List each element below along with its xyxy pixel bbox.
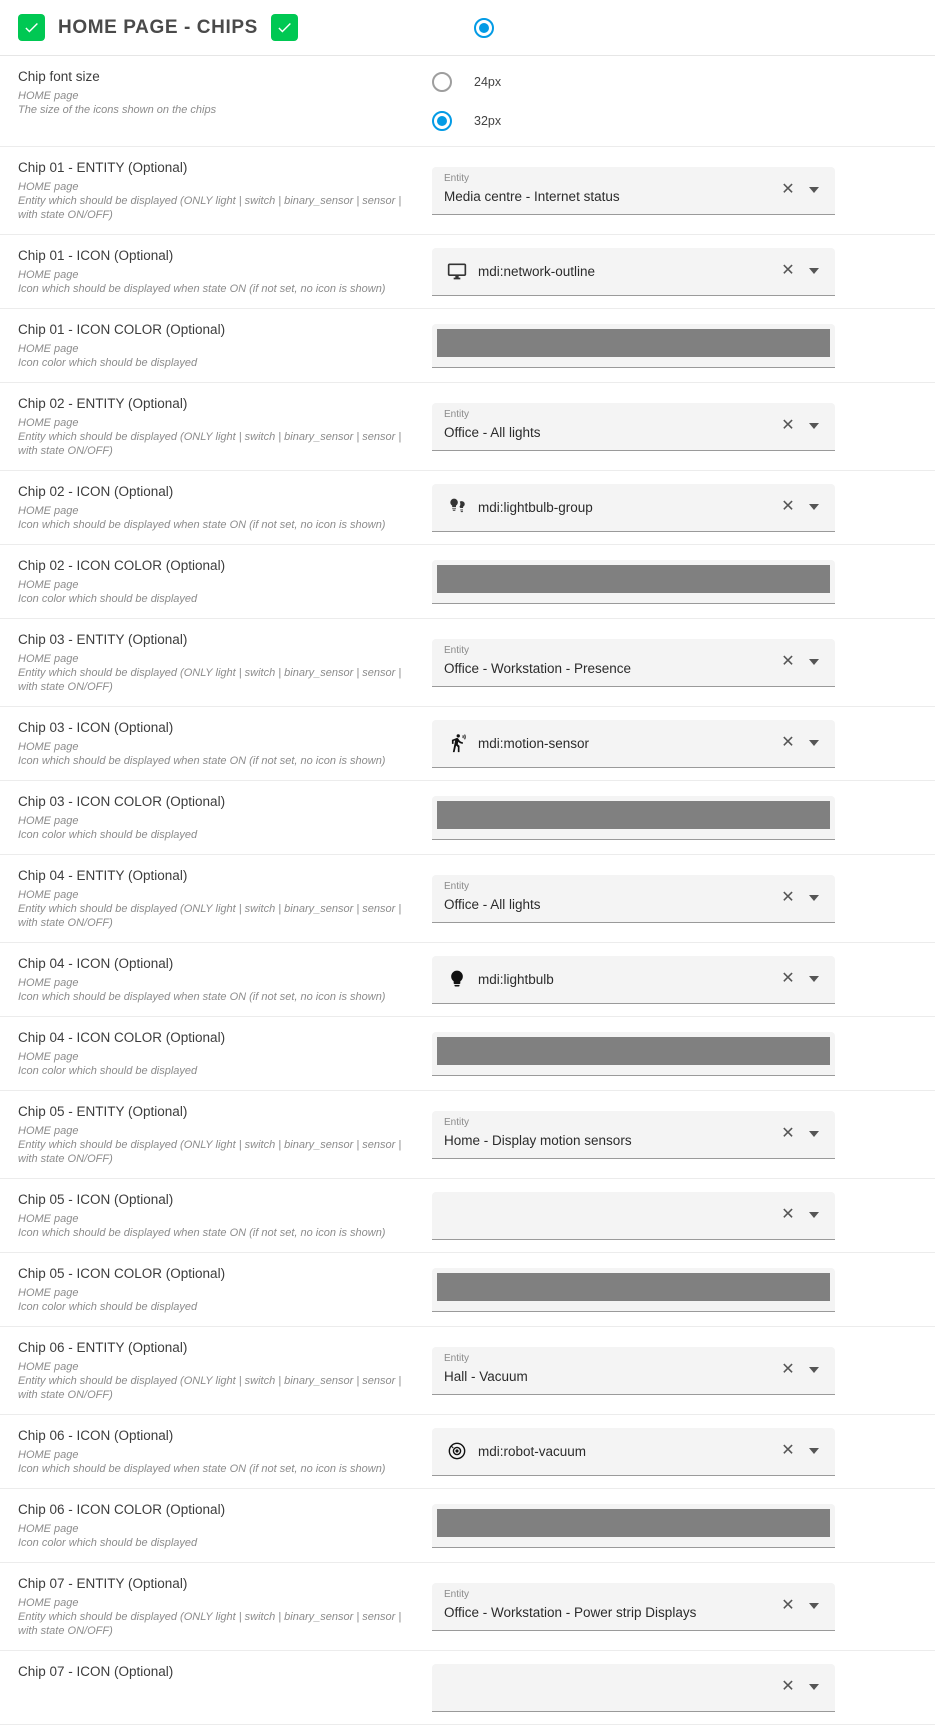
setting-page: HOME page xyxy=(18,1361,79,1373)
setting-label-block xyxy=(0,471,432,544)
field-body xyxy=(444,497,767,517)
setting-label-block xyxy=(0,56,432,129)
chevron-down-icon[interactable] xyxy=(801,258,827,284)
chevron-down-icon[interactable] xyxy=(801,1674,827,1700)
setting-description: Entity which should be displayed (ONLY light | switch | binary_sensor | sensor | with state ON/OFF) xyxy=(18,1611,402,1637)
setting-title: Chip 02 - ENTITY (Optional) xyxy=(18,396,188,411)
icon-picker[interactable] xyxy=(432,1192,835,1240)
setting-title: Chip 06 - ICON COLOR (Optional) xyxy=(18,1502,226,1517)
lightbulb-icon xyxy=(444,969,470,989)
icon-picker[interactable] xyxy=(432,1428,835,1476)
setting-control xyxy=(432,147,935,234)
setting-label-block xyxy=(0,147,432,234)
chevron-down-icon[interactable] xyxy=(801,1202,827,1228)
field-actions xyxy=(775,177,827,203)
field-actions xyxy=(775,1438,827,1464)
field-float-label: Entity xyxy=(444,880,470,892)
setting-label-block xyxy=(0,1415,432,1488)
clear-icon[interactable]: ✕ xyxy=(781,417,795,434)
field-actions xyxy=(775,1357,827,1383)
field-body xyxy=(444,1120,767,1148)
color-picker[interactable] xyxy=(432,1268,835,1312)
checkbox-right[interactable] xyxy=(271,14,298,41)
color-swatch[interactable] xyxy=(437,1509,830,1537)
setting-page: HOME page xyxy=(18,1597,79,1609)
setting-control xyxy=(432,1179,935,1252)
setting-title: Chip 03 - ICON (Optional) xyxy=(18,720,174,735)
field-value[interactable]: Office - All lights xyxy=(444,425,541,440)
setting-title: Chip 02 - ICON (Optional) xyxy=(18,484,174,499)
field-value[interactable]: Hall - Vacuum xyxy=(444,1369,528,1384)
setting-row xyxy=(0,1179,935,1253)
setting-page: HOME page xyxy=(18,505,79,517)
setting-description: Icon which should be displayed when state ON (if not set, no icon is shown) xyxy=(18,755,386,767)
setting-description: The size of the icons shown on the chips xyxy=(18,104,217,116)
setting-control xyxy=(432,855,935,942)
field-float-label: Entity xyxy=(444,644,470,656)
setting-description: Icon which should be displayed when state ON (if not set, no icon is shown) xyxy=(18,1463,386,1475)
field-value[interactable]: Office - Workstation - Power strip Displays xyxy=(444,1605,697,1620)
clear-icon[interactable]: ✕ xyxy=(781,1125,795,1142)
field-value[interactable]: Media centre - Internet status xyxy=(444,189,620,204)
chevron-down-icon[interactable] xyxy=(801,966,827,992)
field-float-label: Entity xyxy=(444,172,470,184)
check-icon xyxy=(276,19,293,36)
clear-icon[interactable]: ✕ xyxy=(781,970,795,987)
field-body xyxy=(444,1592,767,1620)
setting-title: Chip 06 - ICON (Optional) xyxy=(18,1428,174,1443)
chevron-down-icon[interactable] xyxy=(801,1121,827,1147)
color-picker[interactable] xyxy=(432,1032,835,1076)
setting-title: Chip 01 - ICON COLOR (Optional) xyxy=(18,322,226,337)
setting-row xyxy=(0,309,935,383)
setting-description: Entity which should be displayed (ONLY light | switch | binary_sensor | sensor | with state ON/OFF) xyxy=(18,1375,402,1401)
chevron-down-icon[interactable] xyxy=(801,494,827,520)
radio-label-32px: 32px xyxy=(474,113,502,128)
field-actions xyxy=(775,885,827,911)
setting-description: Icon color which should be displayed xyxy=(18,829,198,841)
setting-row-chip-font-size xyxy=(0,56,935,147)
clear-icon[interactable]: ✕ xyxy=(781,1206,795,1223)
setting-title: Chip 05 - ICON (Optional) xyxy=(18,1192,174,1207)
setting-row xyxy=(0,1651,935,1725)
setting-page: HOME page xyxy=(18,269,79,281)
field-value[interactable]: mdi:robot-vacuum xyxy=(478,1443,587,1459)
setting-control xyxy=(432,1651,935,1724)
setting-row xyxy=(0,943,935,1017)
setting-label-block xyxy=(0,943,432,1016)
chevron-down-icon[interactable] xyxy=(801,413,827,439)
setting-row xyxy=(0,707,935,781)
setting-description: Icon which should be displayed when state ON (if not set, no icon is shown) xyxy=(18,1227,386,1239)
setting-title: Chip 01 - ICON (Optional) xyxy=(18,248,174,263)
radio-24px[interactable] xyxy=(432,72,452,92)
chip-settings-list xyxy=(0,147,935,1725)
setting-row xyxy=(0,1415,935,1489)
field-value[interactable]: mdi:lightbulb xyxy=(478,971,554,987)
page-title: HOME PAGE - CHIPS xyxy=(58,16,258,38)
setting-row xyxy=(0,147,935,235)
setting-label-block xyxy=(0,309,432,382)
field-value[interactable]: Home - Display motion sensors xyxy=(444,1133,632,1148)
setting-description: Icon which should be displayed when state ON (if not set, no icon is shown) xyxy=(18,519,386,531)
setting-page: HOME page xyxy=(18,1287,79,1299)
chevron-down-icon[interactable] xyxy=(801,177,827,203)
lightbulb-group-icon xyxy=(444,497,470,517)
setting-control xyxy=(432,1415,935,1488)
field-actions xyxy=(775,1121,827,1147)
setting-title: Chip 02 - ICON COLOR (Optional) xyxy=(18,558,226,573)
setting-page: HOME page xyxy=(18,1449,79,1461)
radio-option-24px[interactable] xyxy=(432,62,835,101)
color-picker[interactable] xyxy=(432,324,835,368)
field-actions xyxy=(775,1674,827,1700)
setting-page: HOME page xyxy=(18,417,79,429)
setting-page: HOME page xyxy=(18,1125,79,1137)
setting-label-block xyxy=(0,1091,432,1178)
field-actions xyxy=(775,413,827,439)
field-body xyxy=(444,1356,767,1384)
setting-page: HOME page xyxy=(18,815,79,827)
clear-icon[interactable]: ✕ xyxy=(781,1361,795,1378)
setting-page: HOME page xyxy=(18,653,79,665)
field-actions xyxy=(775,1593,827,1619)
setting-label-block xyxy=(0,781,432,854)
chevron-down-icon[interactable] xyxy=(801,649,827,675)
setting-title: Chip 07 - ENTITY (Optional) xyxy=(18,1576,188,1591)
setting-description: Icon color which should be displayed xyxy=(18,593,198,605)
field-float-label: Entity xyxy=(444,1116,470,1128)
clear-icon[interactable]: ✕ xyxy=(781,1597,795,1614)
field-value[interactable]: Office - Workstation - Presence xyxy=(444,661,632,676)
setting-title: Chip 04 - ICON COLOR (Optional) xyxy=(18,1030,226,1045)
setting-page: HOME page xyxy=(18,343,79,355)
setting-control xyxy=(432,471,935,544)
field-body xyxy=(444,1441,767,1461)
setting-row xyxy=(0,471,935,545)
setting-row xyxy=(0,855,935,943)
setting-page: HOME page xyxy=(18,741,79,753)
setting-control xyxy=(432,943,935,1016)
setting-label-block xyxy=(0,1651,432,1696)
setting-control xyxy=(432,1253,935,1326)
clear-icon[interactable]: ✕ xyxy=(781,181,795,198)
setting-title: Chip font size xyxy=(18,69,100,84)
chevron-down-icon[interactable] xyxy=(801,1593,827,1619)
icon-picker[interactable] xyxy=(432,484,835,532)
setting-control xyxy=(432,781,935,854)
field-float-label: Entity xyxy=(444,408,470,420)
field-body xyxy=(444,261,767,281)
entity-picker[interactable] xyxy=(432,875,835,923)
setting-label-block xyxy=(0,235,432,308)
field-actions xyxy=(775,730,827,756)
setting-description: Icon color which should be displayed xyxy=(18,1301,198,1313)
field-actions xyxy=(775,966,827,992)
entity-picker[interactable] xyxy=(432,167,835,215)
setting-page: HOME page xyxy=(18,579,79,591)
field-value[interactable]: mdi:motion-sensor xyxy=(478,735,590,751)
clear-icon[interactable]: ✕ xyxy=(781,498,795,515)
robot-vacuum-icon xyxy=(444,1441,470,1461)
setting-label-block xyxy=(0,707,432,780)
setting-label-block xyxy=(0,1563,432,1650)
setting-control xyxy=(432,1091,935,1178)
chevron-down-icon[interactable] xyxy=(801,885,827,911)
setting-row xyxy=(0,1091,935,1179)
setting-label-block xyxy=(0,1253,432,1326)
radio-option-32px[interactable] xyxy=(432,101,835,140)
field-actions xyxy=(775,258,827,284)
clear-icon[interactable]: ✕ xyxy=(781,734,795,751)
check-icon xyxy=(23,19,40,36)
setting-title: Chip 03 - ENTITY (Optional) xyxy=(18,632,188,647)
page-header xyxy=(0,0,935,56)
color-picker[interactable] xyxy=(432,560,835,604)
color-swatch[interactable] xyxy=(437,1037,830,1065)
setting-row xyxy=(0,1253,935,1327)
field-body xyxy=(444,412,767,440)
monitor-icon xyxy=(444,261,470,281)
setting-control xyxy=(432,707,935,780)
entity-picker[interactable] xyxy=(432,403,835,451)
setting-title: Chip 07 - ICON (Optional) xyxy=(18,1664,174,1679)
setting-label-block xyxy=(0,1327,432,1414)
field-float-label: Entity xyxy=(444,1352,470,1364)
field-body xyxy=(444,969,767,989)
icon-picker[interactable] xyxy=(432,956,835,1004)
setting-control xyxy=(432,1327,935,1414)
setting-title: Chip 04 - ENTITY (Optional) xyxy=(18,868,188,883)
clear-icon[interactable]: ✕ xyxy=(781,653,795,670)
setting-row xyxy=(0,619,935,707)
setting-page: HOME page xyxy=(18,1523,79,1535)
field-value[interactable]: mdi:network-outline xyxy=(478,263,596,279)
setting-description: Entity which should be displayed (ONLY light | switch | binary_sensor | sensor | with state ON/OFF) xyxy=(18,431,402,457)
entity-picker[interactable] xyxy=(432,1111,835,1159)
setting-row xyxy=(0,235,935,309)
motion-sensor-icon xyxy=(444,733,470,753)
setting-description: Icon which should be displayed when state ON (if not set, no icon is shown) xyxy=(18,283,386,295)
field-actions xyxy=(775,1202,827,1228)
setting-description: Entity which should be displayed (ONLY light | switch | binary_sensor | sensor | with state ON/OFF) xyxy=(18,195,402,221)
setting-control xyxy=(432,619,935,706)
setting-label-block xyxy=(0,619,432,706)
entity-picker[interactable] xyxy=(432,639,835,687)
setting-title: Chip 04 - ICON (Optional) xyxy=(18,956,174,971)
setting-title: Chip 06 - ENTITY (Optional) xyxy=(18,1340,188,1355)
setting-description: Entity which should be displayed (ONLY light | switch | binary_sensor | sensor | with state ON/OFF) xyxy=(18,903,402,929)
setting-title: Chip 03 - ICON COLOR (Optional) xyxy=(18,794,226,809)
setting-row xyxy=(0,383,935,471)
field-actions xyxy=(775,649,827,675)
chevron-down-icon[interactable] xyxy=(801,1357,827,1383)
setting-page: HOME page xyxy=(18,90,79,102)
entity-picker[interactable] xyxy=(432,1347,835,1395)
checkbox-left[interactable] xyxy=(18,14,45,41)
field-body xyxy=(444,884,767,912)
field-float-label: Entity xyxy=(444,1588,470,1600)
setting-description: Icon color which should be displayed xyxy=(18,357,198,369)
color-swatch[interactable] xyxy=(437,329,830,357)
setting-row xyxy=(0,1017,935,1091)
color-picker[interactable] xyxy=(432,1504,835,1548)
clear-icon[interactable]: ✕ xyxy=(781,262,795,279)
radio-32px[interactable] xyxy=(432,111,452,131)
header-radio[interactable] xyxy=(474,18,494,38)
setting-title: Chip 01 - ENTITY (Optional) xyxy=(18,160,188,175)
setting-label-block xyxy=(0,383,432,470)
radio-label-24px: 24px xyxy=(474,74,502,89)
field-body xyxy=(444,733,767,753)
setting-control xyxy=(432,235,935,308)
setting-description: Entity which should be displayed (ONLY light | switch | binary_sensor | sensor | with state ON/OFF) xyxy=(18,667,402,693)
clear-icon[interactable]: ✕ xyxy=(781,1442,795,1459)
icon-picker[interactable] xyxy=(432,720,835,768)
setting-label-block xyxy=(0,855,432,942)
setting-label-block xyxy=(0,1017,432,1090)
setting-label-block xyxy=(0,1489,432,1562)
setting-page: HOME page xyxy=(18,1051,79,1063)
setting-page: HOME page xyxy=(18,889,79,901)
header-radio-wrap xyxy=(474,18,494,38)
color-picker[interactable] xyxy=(432,796,835,840)
font-size-options xyxy=(432,56,935,146)
setting-control xyxy=(432,383,935,470)
setting-page: HOME page xyxy=(18,977,79,989)
setting-control xyxy=(432,1563,935,1650)
chevron-down-icon[interactable] xyxy=(801,1438,827,1464)
setting-row xyxy=(0,545,935,619)
entity-picker[interactable] xyxy=(432,1583,835,1631)
field-actions xyxy=(775,494,827,520)
setting-control xyxy=(432,545,935,618)
color-swatch[interactable] xyxy=(437,801,830,829)
setting-title: Chip 05 - ENTITY (Optional) xyxy=(18,1104,188,1119)
setting-row xyxy=(0,781,935,855)
setting-description: Icon which should be displayed when state ON (if not set, no icon is shown) xyxy=(18,991,386,1003)
clear-icon[interactable]: ✕ xyxy=(781,889,795,906)
setting-row xyxy=(0,1489,935,1563)
setting-title: Chip 05 - ICON COLOR (Optional) xyxy=(18,1266,226,1281)
setting-control xyxy=(432,309,935,382)
field-body xyxy=(444,648,767,676)
field-value[interactable]: mdi:lightbulb-group xyxy=(478,499,593,515)
icon-picker[interactable] xyxy=(432,1664,835,1712)
setting-control xyxy=(432,1017,935,1090)
setting-row xyxy=(0,1327,935,1415)
clear-icon[interactable]: ✕ xyxy=(781,1678,795,1695)
chevron-down-icon[interactable] xyxy=(801,730,827,756)
field-value[interactable]: Office - All lights xyxy=(444,897,541,912)
field-body xyxy=(444,176,767,204)
icon-picker[interactable] xyxy=(432,248,835,296)
setting-description: Icon color which should be displayed xyxy=(18,1065,198,1077)
setting-row xyxy=(0,1563,935,1651)
setting-page: HOME page xyxy=(18,181,79,193)
setting-description: Entity which should be displayed (ONLY light | switch | binary_sensor | sensor | with state ON/OFF) xyxy=(18,1139,402,1165)
setting-description: Icon color which should be displayed xyxy=(18,1537,198,1549)
setting-label-block xyxy=(0,1179,432,1252)
color-swatch[interactable] xyxy=(437,565,830,593)
setting-label-block xyxy=(0,545,432,618)
setting-page: HOME page xyxy=(18,1213,79,1225)
setting-control xyxy=(432,1489,935,1562)
color-swatch[interactable] xyxy=(437,1273,830,1301)
